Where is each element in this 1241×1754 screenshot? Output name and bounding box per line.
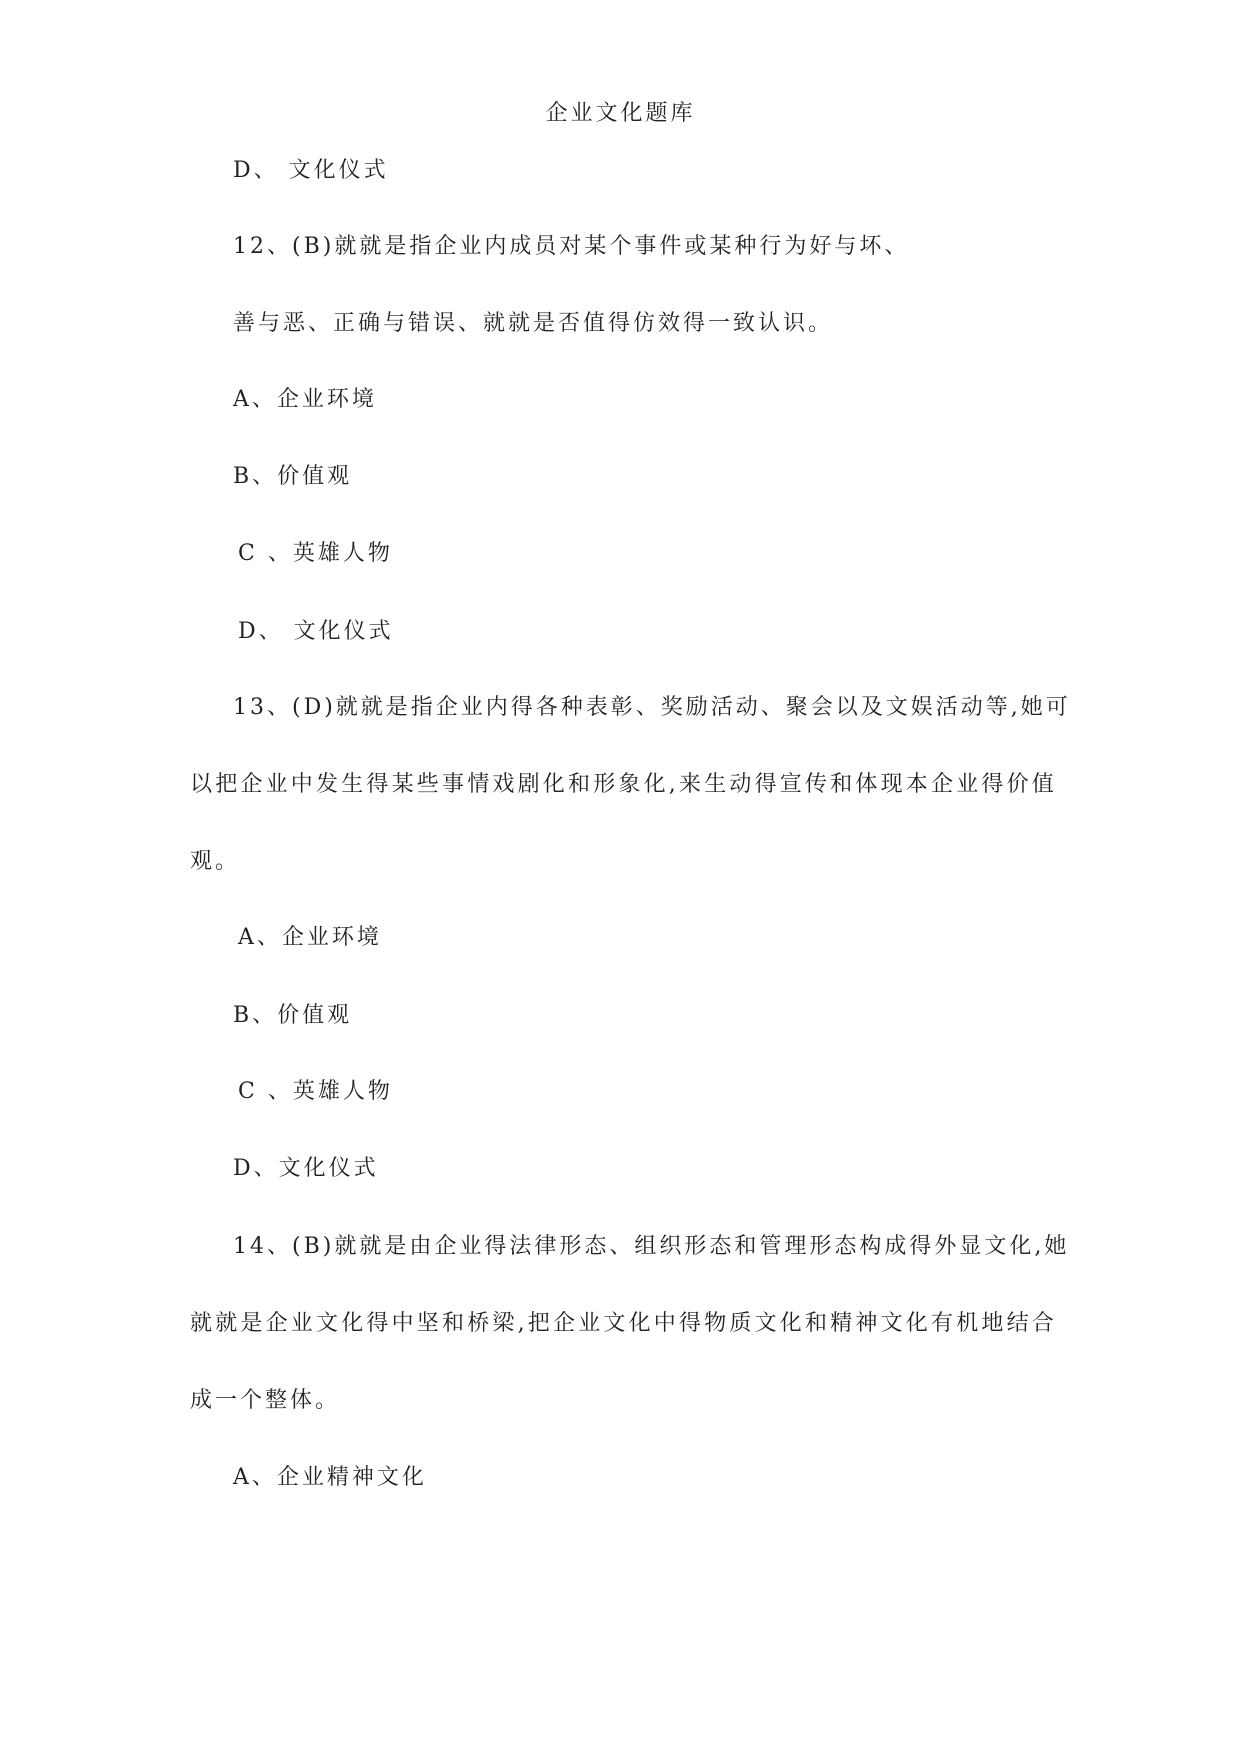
q13-option-c: C 、英雄人物	[238, 1079, 393, 1104]
q13-option-a: A、企业环境	[238, 925, 382, 950]
q14-text-line-2: 就就是企业文化得中坚和桥梁,把企业文化中得物质文化和精神文化有机地结合	[190, 1311, 1057, 1336]
q12-option-c: C 、英雄人物	[238, 541, 393, 566]
page-title: 企业文化题库	[545, 101, 696, 126]
q13-text-line-1: 13、(D)就就是指企业内得各种表彰、奖励活动、聚会以及文娱活动等,她可	[233, 695, 1071, 720]
q13-option-d: D、文化仪式	[233, 1156, 379, 1181]
q14-option-a: A、企业精神文化	[233, 1465, 427, 1490]
q14-text-line-1: 14、(B)就就是由企业得法律形态、组织形态和管理形态构成得外显文化,她	[233, 1234, 1070, 1259]
q13-text-line-3: 观。	[190, 849, 241, 874]
q12-option-d: D、 文化仪式	[238, 619, 394, 644]
q12-text-line-1: 12、(B)就就是指企业内成员对某个事件或某种行为好与坏、	[233, 234, 910, 259]
q13-option-b: B、价值观	[233, 1003, 353, 1028]
q13-text-line-2: 以把企业中发生得某些事情戏剧化和形象化,来生动得宣传和体现本企业得价值	[190, 772, 1057, 797]
q14-text-line-3: 成一个整体。	[190, 1388, 341, 1413]
q12-option-b: B、价值观	[233, 464, 353, 489]
q12-text-line-2: 善与恶、正确与错误、就就是否值得仿效得一致认识。	[233, 311, 834, 336]
q12-option-a: A、企业环境	[233, 387, 377, 412]
q11-option-d: D、 文化仪式	[233, 158, 389, 183]
